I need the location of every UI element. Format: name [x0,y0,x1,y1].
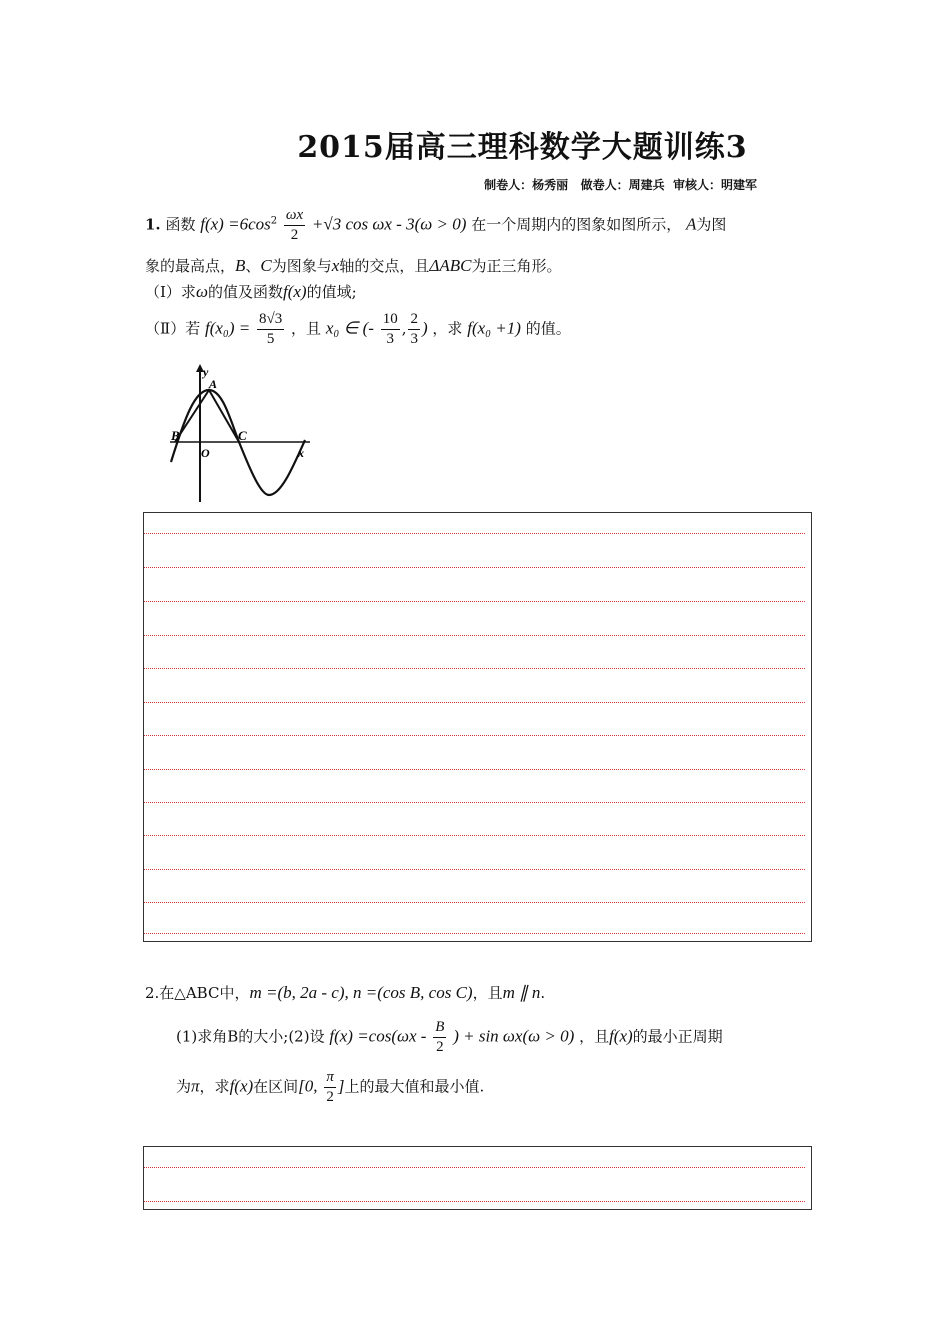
label-x: x [298,446,304,460]
q1-line2: 象的最高点，B、C为图象与x轴的交点，且ΔABC为正三角形。 [145,256,562,275]
q1-line1: 1. 函数 $f(x) =6\cos^2$ $\frac{\omega x}{2}$ +√3 cos ωx - 3(ω > 0) 在一个周期内的图象如图所示， A为图 [145,207,727,243]
label-A: A [209,377,218,391]
label-C: C [238,428,247,443]
q1-part1: （Ⅰ）求ω的值及函数f(x)的值域; [145,282,357,301]
answer-box-2[interactable] [143,1146,812,1210]
answer-box-1[interactable] [143,512,812,942]
q2-line1: 2.在△ABC中，m =(b, 2a - c), n =(cos B, cos C)，且m ∥ n. [145,983,546,1002]
q1-number: 1. [145,215,161,234]
label-y: y [203,365,209,379]
label-B: B [171,428,180,443]
fraction: $\frac{\omega x}{2}$ [285,207,304,243]
authors-line: 制卷人：杨秀丽 做卷人：周建兵 审核人：明建军 [484,178,757,192]
q1-part2: （Ⅱ）若 f(x₀) = $\frac{8√3}{5}$ ，且 x₀ ∈ (- $\frac{10}{3}$ , $\frac{2}{3}$ ) ，求 f(x₀ +1) 的值。 [145,311,571,347]
label-O: O [201,446,210,460]
page-title: 2015届高三理科数学大题训练3 [297,130,748,165]
sine-graph-figure [165,362,315,507]
q2-line3: 为π，求f(x)在区间[0, $\frac{\pi}{2}$ ]上的最大值和最小值. [176,1069,485,1105]
q2-line2: (1)求角B的大小;(2)设 f(x) =cos(ωx - $\frac{B}{2}$ ) + sin ωx(ω > 0) ，且f(x)的最小正周期 [176,1019,723,1055]
